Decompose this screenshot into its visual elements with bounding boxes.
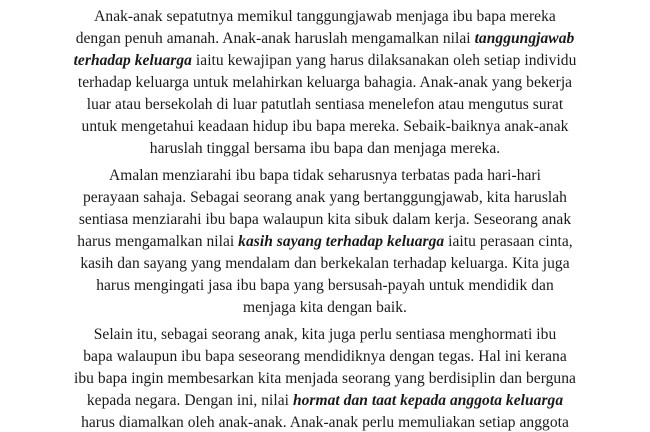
paragraph-1-line [0, 52, 650, 70]
body-text: harus mengamalkan nilai [77, 233, 239, 250]
paragraph-2-line [0, 277, 650, 295]
body-text: Anak-anak sepatutnya memikul tanggungjawab menjaga ibu bapa mereka [94, 8, 556, 25]
body-text: perayaan sahaja. Sebagai seorang anak yang bertanggungjawab, kita haruslah [82, 189, 567, 206]
body-text: dengan penuh amanah. Anak-anak haruslah mengamalkan nilai [75, 30, 475, 47]
paragraph-2-line [0, 255, 650, 273]
paragraph-2-line [0, 233, 650, 251]
paragraph-3-line [0, 348, 650, 366]
body-text: terhadap keluarga untuk melahirkan keluarga bahagia. Anak-anak yang bekerja [77, 74, 573, 91]
body-text: Selain itu, sebagai seorang anak, kita juga perlu sentiasa menghormati ibu [93, 326, 557, 343]
paragraph-1-line [0, 74, 650, 92]
body-text: kepada negara. Dengan ini, nilai [86, 392, 293, 409]
body-text: luar atau bersekolah di luar patutlah sentiasa menelefon atau mengutus surat [86, 96, 564, 113]
body-text: bapa walaupun ibu bapa seseorang mendidiknya dengan tegas. Hal ini kerana [83, 348, 567, 365]
body-text: iaitu kewajipan yang harus dilaksanakan oleh setiap individu [191, 52, 577, 69]
paragraph-2-line [0, 167, 650, 185]
body-text: sentiasa menziarahi ibu bapa walaupun kita sibuk dalam kerja. Seseorang anak [78, 211, 572, 228]
emphasized-value-text: kasih sayang terhadap keluarga [238, 233, 445, 250]
paragraph-1-line [0, 96, 650, 114]
paragraph-1-line [0, 118, 650, 136]
emphasized-value-text: terhadap keluarga [73, 52, 192, 69]
body-text: menjaga kita dengan baik. [243, 299, 407, 316]
paragraph-2-line [0, 299, 650, 317]
paragraph-3-line [0, 392, 650, 410]
paragraph-3-line [0, 414, 650, 432]
body-text: kasih dan sayang yang mendalam dan berkekalan terhadap keluarga. Kita juga [80, 255, 570, 272]
body-text: haruslah tinggal bersama ibu bapa dan menjaga mereka. [149, 140, 501, 157]
body-text: ibu bapa ingin membesarkan kita menjada seorang yang berdisiplin dan berguna [74, 370, 576, 387]
body-text: untuk mengetahui keadaan hidup ibu bapa mereka. Sebaik-baiknya anak-anak [81, 118, 569, 135]
emphasized-value-text: hormat dan taat kepada anggota keluarga [292, 392, 564, 409]
body-text: harus mengingati jasa ibu bapa yang bersusah-payah untuk mendidik dan [96, 277, 554, 294]
body-text: harus diamalkan oleh anak-anak. Anak-anak perlu memuliakan setiap anggota [81, 414, 569, 431]
paragraph-1-line [0, 30, 650, 48]
paragraph-2-line [0, 211, 650, 229]
paragraph-3-line [0, 370, 650, 388]
body-text: Amalan menziarahi ibu bapa tidak seharusnya terbatas pada hari-hari [109, 167, 541, 184]
paragraph-1-line [0, 8, 650, 26]
emphasized-value-text: tanggungjawab [474, 30, 575, 47]
paragraph-1-line [0, 140, 650, 158]
paragraph-2-line [0, 189, 650, 207]
body-text: iaitu perasaan cinta, [444, 233, 573, 250]
paragraph-3-line [0, 326, 650, 344]
